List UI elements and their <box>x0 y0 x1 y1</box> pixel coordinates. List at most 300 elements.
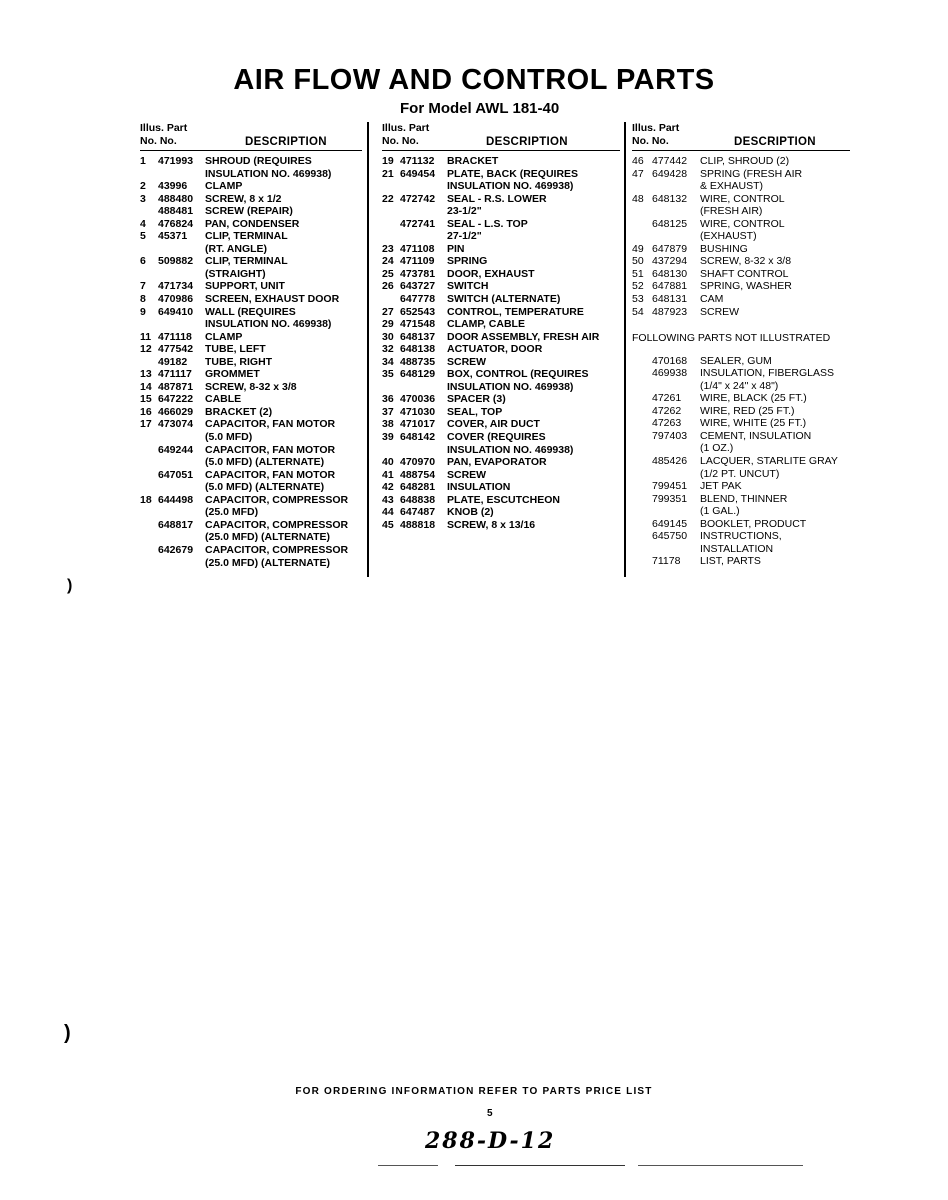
part-no: 471108 <box>400 242 435 255</box>
part-description: 27-1/2" <box>447 230 482 243</box>
illus-no: 3 <box>140 192 146 205</box>
part-description: SPRING <box>447 255 488 268</box>
illus-no <box>140 205 158 218</box>
part-no: 469938 <box>652 367 688 380</box>
part-description: INSULATION NO. 469938) <box>447 443 574 456</box>
part-no: 487923 <box>652 305 688 318</box>
illus-no: 11 <box>140 330 152 343</box>
part-no: 648281 <box>400 481 436 494</box>
part-description: (25.0 MFD) (ALTERNATE) <box>205 531 331 544</box>
part-description: INSTRUCTIONS, <box>700 530 782 543</box>
table-row <box>632 442 850 455</box>
table-row <box>632 405 850 418</box>
part-no: 477442 <box>652 155 688 167</box>
part-description: SPACER (3) <box>447 393 506 406</box>
table-row <box>632 293 850 306</box>
table-row <box>632 468 850 481</box>
illus-no: 30 <box>382 330 394 343</box>
page-number: 5 <box>487 1108 493 1119</box>
part-no: 648125 <box>652 217 688 230</box>
part-description: TUBE, LEFT <box>205 343 266 356</box>
part-no <box>400 444 447 457</box>
part-description: PLATE, ESCUTCHEON <box>447 493 560 506</box>
illus-no <box>632 518 652 531</box>
not-illustrated-note: FOLLOWING PARTS NOT ILLUSTRATED <box>632 332 831 345</box>
part-description: CAPACITOR, COMPRESSOR <box>205 543 349 556</box>
part-description: SEAL - L.S. TOP <box>447 217 528 230</box>
table-row <box>140 557 362 570</box>
table-row <box>632 243 850 256</box>
description-label: DESCRIPTION <box>486 136 568 148</box>
illus-no <box>632 530 652 543</box>
table-row <box>632 355 850 368</box>
part-description: SCREEN, EXHAUST DOOR <box>205 293 340 306</box>
illus-no: 53 <box>632 293 644 306</box>
part-no <box>652 230 700 243</box>
part-description: CLAMP <box>205 330 243 343</box>
margin-mark: ) <box>64 1022 71 1044</box>
column-divider <box>367 122 369 577</box>
table-row <box>632 455 850 468</box>
illus-no <box>632 543 652 556</box>
table-row <box>382 230 620 243</box>
part-description: WIRE, BLACK (25 FT.) <box>700 392 807 405</box>
table-row <box>632 193 850 206</box>
part-no: 437294 <box>652 255 688 268</box>
table-row <box>632 480 850 493</box>
part-no: 472741 <box>400 217 436 230</box>
part-no: 648817 <box>158 518 194 531</box>
part-description: (25.0 MFD) <box>205 506 259 519</box>
table-row <box>632 543 850 556</box>
illus-part-label: Illus. Part <box>140 122 188 134</box>
part-description: (5.0 MFD) (ALTERNATE) <box>205 456 325 469</box>
illus-no <box>382 180 400 193</box>
part-no <box>158 531 205 544</box>
part-description: INSULATION NO. 469938) <box>447 380 574 393</box>
illus-no: 40 <box>382 456 394 469</box>
part-description: SPRING (FRESH AIR <box>700 167 803 180</box>
part-description: CAPACITOR, COMPRESSOR <box>205 493 349 506</box>
illus-no: 39 <box>382 431 394 444</box>
part-description: WIRE, WHITE (25 FT.) <box>700 417 807 430</box>
table-row <box>140 393 362 406</box>
illus-no: 46 <box>632 155 644 167</box>
part-no: 471117 <box>158 368 192 381</box>
part-no: 43996 <box>158 180 188 193</box>
table-row <box>632 392 850 405</box>
table-row <box>140 193 362 206</box>
part-no: 509882 <box>158 255 194 268</box>
illus-no <box>382 381 400 394</box>
part-no: 470970 <box>400 456 436 469</box>
part-no: 473074 <box>158 418 194 431</box>
part-no <box>652 180 700 193</box>
table-row <box>382 444 620 457</box>
illus-no: 22 <box>382 192 394 205</box>
illus-no: 1 <box>140 155 146 167</box>
part-description: SWITCH <box>447 280 489 293</box>
part-no <box>158 456 205 469</box>
part-description: SWITCH (ALTERNATE) <box>447 293 561 306</box>
part-no: 471030 <box>400 405 436 418</box>
part-description: INSULATION, FIBERGLASS <box>700 367 835 380</box>
part-description: JET PAK <box>700 480 742 493</box>
table-row <box>140 331 362 344</box>
part-description: INSULATION NO. 469938) <box>205 167 332 180</box>
illus-no <box>382 218 400 231</box>
table-row <box>632 518 850 531</box>
table-row <box>140 205 362 218</box>
part-no: 45371 <box>158 230 188 243</box>
part-no: 648132 <box>652 192 688 205</box>
part-description: (5.0 MFD) (ALTERNATE) <box>205 481 325 494</box>
part-description: PAN, EVAPORATOR <box>447 456 547 469</box>
part-description: (STRAIGHT) <box>205 267 266 280</box>
part-description: PAN, CONDENSER <box>205 217 300 230</box>
part-no <box>158 318 205 331</box>
table-row <box>382 406 620 419</box>
table-row <box>632 205 850 218</box>
table-row <box>382 155 620 168</box>
part-no: 643727 <box>400 280 436 293</box>
part-description: (1/4" x 24" x 48") <box>700 379 779 392</box>
part-no: 647778 <box>400 293 436 306</box>
part-description: CAPACITOR, FAN MOTOR <box>205 418 336 431</box>
part-description: DOOR, EXHAUST <box>447 267 535 280</box>
part-no <box>158 168 205 181</box>
table-row <box>382 205 620 218</box>
part-no: 473781 <box>400 267 436 280</box>
illus-no: 6 <box>140 255 146 268</box>
illus-no <box>632 417 652 430</box>
part-description: BUSHING <box>700 242 748 255</box>
part-no: 47261 <box>652 392 682 405</box>
part-no: 466029 <box>158 405 194 418</box>
illus-no: 5 <box>140 230 146 243</box>
table-row <box>382 180 620 193</box>
illus-no: 47 <box>632 167 644 180</box>
table-row <box>140 531 362 544</box>
illus-no: 50 <box>632 255 644 268</box>
no-label: No. No. <box>140 135 177 147</box>
illus-no: 25 <box>382 267 394 280</box>
part-no: 649454 <box>400 167 436 180</box>
part-description: CLIP, TERMINAL <box>205 230 288 243</box>
table-row <box>382 168 620 181</box>
part-description: WIRE, CONTROL <box>700 217 785 230</box>
illus-no <box>632 555 652 568</box>
part-no <box>652 468 700 481</box>
part-description: SEAL, TOP <box>447 405 503 418</box>
part-description: BLEND, THINNER <box>700 492 788 505</box>
table-row <box>382 418 620 431</box>
illus-no <box>632 218 652 231</box>
illus-no: 41 <box>382 468 394 481</box>
part-no: 488480 <box>158 192 194 205</box>
part-description: WIRE, CONTROL <box>700 192 785 205</box>
illus-no <box>140 519 158 532</box>
margin-mark: ) <box>67 577 73 594</box>
table-row <box>632 155 850 168</box>
part-description: INSULATION <box>447 481 511 494</box>
illus-no <box>632 405 652 418</box>
part-description: CAPACITOR, COMPRESSOR <box>205 518 349 531</box>
part-description: CAPACITOR, FAN MOTOR <box>205 468 336 481</box>
illus-no <box>382 205 400 218</box>
table-row <box>382 268 620 281</box>
table-row <box>140 243 362 256</box>
no-label: No. No. <box>382 135 419 147</box>
table-row <box>140 155 362 168</box>
part-description: BOOKLET, PRODUCT <box>700 517 807 530</box>
part-no: 648142 <box>400 431 436 444</box>
table-row <box>632 180 850 193</box>
part-description: SPRING, WASHER <box>700 280 792 293</box>
part-no <box>400 205 447 218</box>
part-description: BRACKET <box>447 155 499 167</box>
part-description: INSTALLATION <box>700 542 774 555</box>
table-row <box>382 393 620 406</box>
table-row <box>632 530 850 543</box>
part-description: (1 GAL.) <box>700 505 740 518</box>
table-row <box>140 418 362 431</box>
part-description: SCREW, 8-32 x 3/8 <box>700 255 792 268</box>
part-no: 47262 <box>652 404 682 417</box>
illus-no <box>140 481 158 494</box>
part-description: WALL (REQUIRES <box>205 305 296 318</box>
scan-line <box>378 1165 438 1166</box>
description-label: DESCRIPTION <box>734 136 816 148</box>
illus-no: 27 <box>382 305 394 318</box>
part-no: 470036 <box>400 393 436 406</box>
part-no: 49182 <box>158 355 188 368</box>
illus-no <box>140 469 158 482</box>
part-no: 487871 <box>158 380 194 393</box>
illus-no <box>140 243 158 256</box>
part-no: 471118 <box>158 330 192 343</box>
table-row <box>140 230 362 243</box>
table-row <box>382 243 620 256</box>
part-no: 647881 <box>652 280 688 293</box>
table-row <box>140 494 362 507</box>
illus-no: 18 <box>140 493 152 506</box>
part-description: INSULATION NO. 469938) <box>447 180 574 193</box>
table-row <box>140 280 362 293</box>
part-description: (RT. ANGLE) <box>205 242 268 255</box>
part-no <box>400 230 447 243</box>
part-description: KNOB (2) <box>447 506 494 519</box>
part-no: 471548 <box>400 318 436 331</box>
part-description: CLIP, SHROUD (2) <box>700 155 790 167</box>
part-no: 648137 <box>400 330 436 343</box>
part-description: SHAFT CONTROL <box>700 267 789 280</box>
illus-no: 12 <box>140 343 152 356</box>
part-no: 648129 <box>400 368 436 381</box>
table-row <box>140 306 362 319</box>
scan-line <box>455 1165 625 1166</box>
illus-no <box>140 168 158 181</box>
part-description: BRACKET (2) <box>205 405 273 418</box>
part-no: 648130 <box>652 267 688 280</box>
illus-no: 26 <box>382 280 394 293</box>
illus-no: 49 <box>632 242 644 255</box>
illus-no: 38 <box>382 418 394 431</box>
table-row <box>632 268 850 281</box>
table-row <box>140 255 362 268</box>
part-no: 472742 <box>400 192 436 205</box>
part-description: (1/2 PT. UNCUT) <box>700 467 780 480</box>
part-no: 485426 <box>652 455 688 468</box>
part-no: 471017 <box>400 418 436 431</box>
illus-no <box>632 442 652 455</box>
table-row <box>140 368 362 381</box>
table-row <box>632 280 850 293</box>
part-no <box>652 380 700 393</box>
table-row <box>140 268 362 281</box>
part-description: CABLE <box>205 393 242 406</box>
part-description: CONTROL, TEMPERATURE <box>447 305 584 318</box>
part-description: SEALER, GUM <box>700 354 772 367</box>
table-row <box>382 193 620 206</box>
illus-no: 9 <box>140 305 146 318</box>
part-description: SUPPORT, UNIT <box>205 280 285 293</box>
illus-no: 48 <box>632 192 644 205</box>
part-no: 647051 <box>158 468 194 481</box>
illus-no <box>632 380 652 393</box>
table-row <box>140 180 362 193</box>
table-row <box>632 367 850 380</box>
part-no <box>400 381 447 394</box>
illus-no <box>140 456 158 469</box>
part-description: PIN <box>447 242 465 255</box>
illus-no: 14 <box>140 380 152 393</box>
illus-no <box>140 356 158 369</box>
table-row <box>632 255 850 268</box>
part-description: CAM <box>700 293 724 306</box>
table-row <box>140 381 362 394</box>
illus-no <box>140 557 158 570</box>
table-row <box>140 456 362 469</box>
table-row <box>382 456 620 469</box>
illus-no <box>632 367 652 380</box>
table-row <box>140 481 362 494</box>
part-description: & EXHAUST) <box>700 180 764 193</box>
table-row <box>632 218 850 231</box>
illus-no: 7 <box>140 280 146 293</box>
part-no <box>652 205 700 218</box>
part-description: 23-1/2" <box>447 205 482 218</box>
part-no: 649244 <box>158 443 194 456</box>
page-title: AIR FLOW AND CONTROL PARTS <box>233 64 715 96</box>
part-no: 649428 <box>652 167 688 180</box>
parts-column-1 <box>140 122 362 569</box>
part-no: 477542 <box>158 343 194 356</box>
model-subtitle: For Model AWL 181-40 <box>400 100 560 117</box>
column-divider <box>624 122 626 577</box>
table-row <box>632 417 850 430</box>
illus-no: 51 <box>632 267 644 280</box>
part-description: SCREW (REPAIR) <box>205 205 293 218</box>
part-no: 648138 <box>400 343 436 356</box>
part-description: (5.0 MFD) <box>205 431 253 444</box>
illus-no: 34 <box>382 355 394 368</box>
table-row <box>382 293 620 306</box>
illus-no <box>382 230 400 243</box>
illus-no <box>140 444 158 457</box>
illus-no <box>632 392 652 405</box>
column-header <box>140 122 362 151</box>
illus-no: 23 <box>382 242 394 255</box>
parts-column-3 <box>632 122 850 568</box>
parts-column-2 <box>382 122 620 531</box>
part-no: 648131 <box>652 293 688 306</box>
illus-no: 43 <box>382 493 394 506</box>
table-row <box>140 293 362 306</box>
part-description: SEAL - R.S. LOWER <box>447 192 547 205</box>
part-description: (25.0 MFD) (ALTERNATE) <box>205 556 331 569</box>
table-row <box>382 481 620 494</box>
table-row <box>140 343 362 356</box>
part-no: 476824 <box>158 217 194 230</box>
part-no: 488481 <box>158 205 194 218</box>
no-label: No. No. <box>632 135 669 147</box>
description-label: DESCRIPTION <box>245 136 327 148</box>
table-row <box>382 255 620 268</box>
table-row <box>140 444 362 457</box>
part-no: 471109 <box>400 255 435 268</box>
illus-no <box>632 505 652 518</box>
part-no: 645750 <box>652 530 688 543</box>
table-row <box>140 519 362 532</box>
table-row <box>632 306 850 319</box>
illus-no <box>632 355 652 368</box>
part-no: 797403 <box>652 429 688 442</box>
illus-no <box>632 230 652 243</box>
illus-no <box>632 430 652 443</box>
illus-no: 4 <box>140 217 146 230</box>
part-description: LACQUER, STARLITE GRAY <box>700 455 838 468</box>
illus-no: 52 <box>632 280 644 293</box>
part-no <box>652 442 700 455</box>
illus-no: 19 <box>382 155 394 167</box>
part-no <box>158 431 205 444</box>
illus-no: 16 <box>140 405 152 418</box>
part-no <box>652 505 700 518</box>
part-no: 488818 <box>400 518 436 531</box>
illus-no <box>632 180 652 193</box>
table-row <box>140 469 362 482</box>
illus-no: 21 <box>382 167 394 180</box>
table-row <box>382 368 620 381</box>
part-description: GROMMET <box>205 368 260 381</box>
part-description: SCREW <box>700 305 740 318</box>
part-description: TUBE, RIGHT <box>205 355 273 368</box>
illus-no <box>140 318 158 331</box>
table-row <box>382 469 620 482</box>
illus-no: 15 <box>140 393 152 406</box>
part-no: 71178 <box>652 555 681 568</box>
part-description: SCREW <box>447 355 487 368</box>
part-no: 648838 <box>400 493 436 506</box>
illus-no: 32 <box>382 343 394 356</box>
part-no <box>158 506 205 519</box>
part-no: 644498 <box>158 493 194 506</box>
illus-no <box>140 268 158 281</box>
part-description: SCREW, 8-32 x 3/8 <box>205 380 297 393</box>
part-description: ACTUATOR, DOOR <box>447 343 543 356</box>
illus-part-label: Illus. Part <box>382 122 430 134</box>
